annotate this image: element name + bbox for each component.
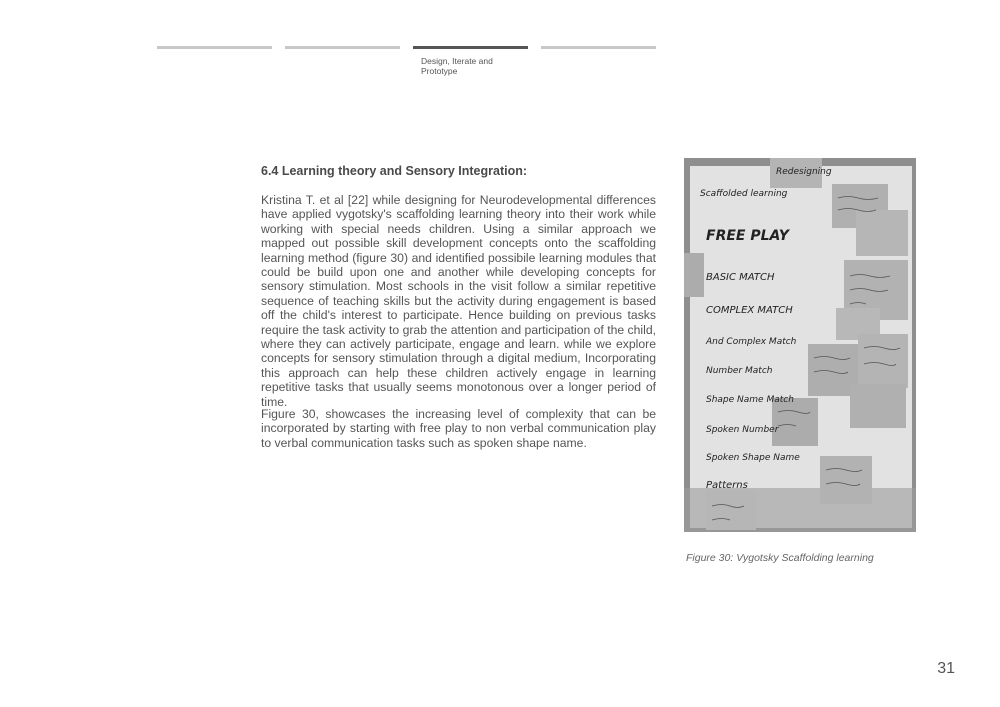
- body-paragraph-2: Figure 30, showcases the increasing level of complexity that can be incorporated by starting with free play to non verbal communication play to verbal communication tasks such as spoken shape name.: [261, 407, 656, 450]
- svg-text:Redesigning: Redesigning: [776, 167, 832, 177]
- figure-photo-scaffolding-board: [684, 158, 916, 532]
- figure-caption: Figure 30: Vygotsky Scaffolding learning: [686, 552, 874, 564]
- section-heading: 6.4 Learning theory and Sensory Integration:: [261, 164, 528, 178]
- svg-text:Patterns: Patterns: [706, 480, 748, 491]
- svg-text:Spoken Shape Name: Spoken Shape Name: [706, 453, 800, 463]
- progress-section-label: Design, Iterate and Prototype: [421, 56, 493, 76]
- svg-text:Shape Name Match: Shape Name Match: [706, 395, 794, 405]
- body-paragraph-1: Kristina T. et al [22] while designing for Neurodevelopmental differences have applied vygotsky's scaffolding learning theory into their work while working with special needs children. Using a similar approach we mapped out possible skill development concepts onto the scaffolding learning method (figure 30) and identified possibile learning modules that could be build upon one and another while developing concepts for sensory stimulation. Most schools in the visit follow a similar repetitive sequence of teaching skills but the activity during engagement is based off the child's interest to participate. Hence building on previous tasks require the task activity to grab the attention and participation of the child, where they can actively participate, engage and learn. while we explore concepts for sensory stimulation through a digital medium, Incorporating this approach can help these children actively engage in learning repetitive tasks that usually seems monotonous over a longer period of time.: [261, 193, 656, 409]
- progress-segment-4: [541, 46, 656, 49]
- svg-text:Spoken Number: Spoken Number: [706, 425, 779, 435]
- svg-text:Scaffolded learning: Scaffolded learning: [700, 189, 788, 199]
- svg-text:COMPLEX MATCH: COMPLEX MATCH: [706, 305, 793, 316]
- svg-text:Number Match: Number Match: [706, 366, 773, 376]
- svg-text:BASIC MATCH: BASIC MATCH: [706, 272, 775, 283]
- svg-text:FREE PLAY: FREE PLAY: [706, 228, 789, 244]
- progress-segment-3-active: [413, 46, 528, 49]
- page-number: 31: [937, 660, 955, 677]
- svg-text:And Complex Match: And Complex Match: [706, 337, 797, 347]
- progress-segment-2: [285, 46, 400, 49]
- progress-segment-1: [157, 46, 272, 49]
